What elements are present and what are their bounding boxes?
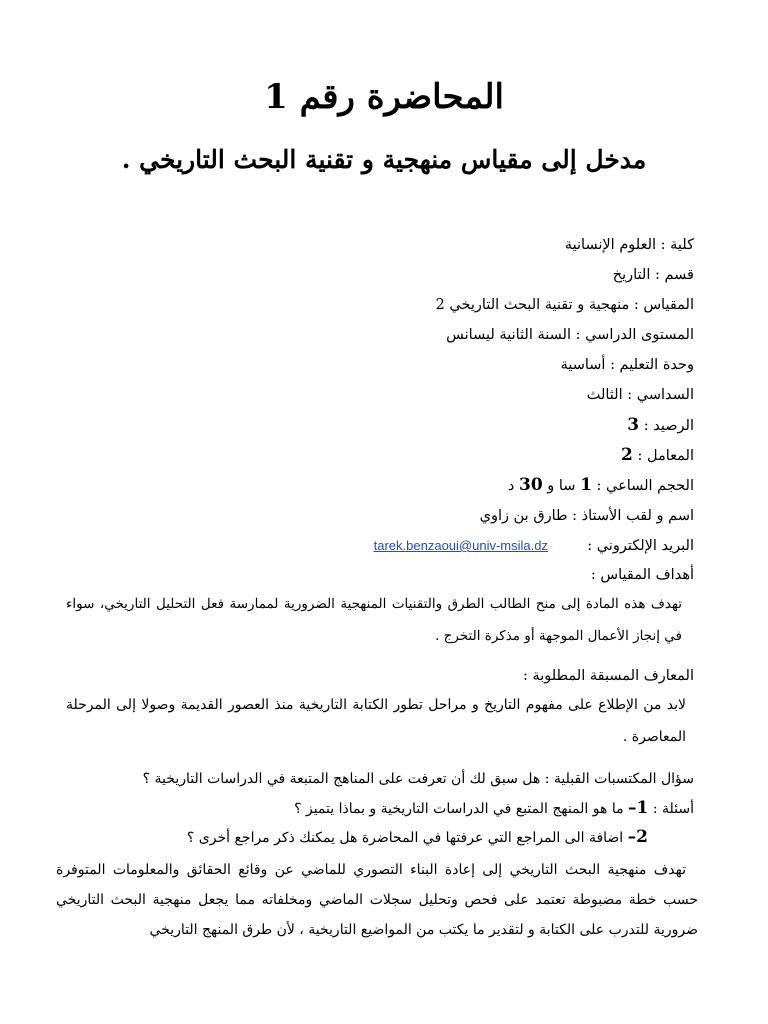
email-label: البريد الإلكتروني :: [587, 538, 694, 554]
unit-line: وحدة التعليم : أساسية: [560, 357, 694, 373]
prior-knowledge-question: سؤال المكتسبات القبلية : هل سبق لك أن تعرفت على المناهج المتبعة في الدراسات التاريخية ؟: [142, 771, 694, 787]
hours-mid: سا و: [542, 478, 581, 494]
module-line: المقياس : منهجية و تقنية البحث التاريخي 2: [435, 297, 694, 313]
credit-value: 3: [627, 415, 640, 435]
email-line: [374, 535, 694, 557]
lecture-subtitle: مدخل إلى مقياس منهجية و تقنية البحث التاريخي .: [121, 145, 647, 174]
questions-prefix: أسئلة :: [648, 801, 694, 817]
lecture-title: المحاضرة رقم 1: [264, 77, 504, 117]
hours-value-1: 1: [580, 475, 592, 495]
teacher-line: اسم و لقب الأستاذ : طارق بن زاوي: [479, 508, 694, 524]
prerequisites-text: لابد من الإطلاع على مفهوم التاريخ و مراحل تطور الكتابة التاريخية منذ العصور القديمة وصولا إلى المرحلة المعاصرة .: [66, 697, 686, 745]
hours-value-2: 30: [519, 475, 543, 495]
objectives-text: تهدف هذه المادة إلى منح الطالب الطرق والتقنيات المنهجية الضرورية لممارسة فعل التحليل التاريخي، سواء في إنجاز الأعمال الموجهة أو مذكرة التخرج .: [66, 596, 682, 644]
question-2-number: 2–: [627, 827, 648, 847]
coefficient-value: 2: [621, 445, 633, 465]
question-2-text: اضافة الى المراجع التي عرفتها في المحاضرة هل يمكنك ذكر مراجع أخرى ؟: [186, 830, 628, 846]
question-1-number: 1–: [628, 798, 649, 818]
question-1-text: ما هو المنهج المتبع في الدراسات التاريخية و بماذا يتميز ؟: [294, 801, 629, 817]
coefficient-label: المعامل :: [632, 448, 694, 464]
coefficient-line: [621, 444, 694, 467]
credit-line: [627, 414, 694, 437]
faculty-line: كلية : العلوم الإنسانية: [564, 237, 694, 253]
credit-label: الرصيد :: [639, 418, 694, 434]
department-line: قسم : التاريخ: [612, 267, 694, 283]
objectives-heading: أهداف المقياس :: [590, 567, 694, 583]
intro-paragraph: تهدف منهجية البحث التاريخي إلى إعادة البناء التصوري للماضي عن وقائع الحقائق والمعلومات المتوفرة حسب خطة مضبوطة تعتمد على فحص وتحليل سجلات الماضي ومخلفاته مما يجعل منهجية البحث التاريخي ضرورية للتدرب على الكتابة و لتقدير ما يكتب من المواضيع التاريخية ، لأن طرق المنهج التاريخي: [56, 862, 698, 938]
semester-line: السداسي : الثالث: [586, 387, 694, 403]
hours-end: د: [507, 478, 519, 494]
question-1: [294, 797, 694, 820]
hours-label: الحجم الساعي :: [591, 478, 694, 494]
hours-line: [508, 474, 694, 497]
email-link[interactable]: tarek.benzaoui@univ-msila.dz: [373, 538, 548, 553]
prerequisites-heading: المعارف المسبقة المطلوبة :: [522, 668, 694, 684]
level-line: المستوى الدراسي : السنة الثانية ليسانس: [446, 327, 694, 343]
question-2: [187, 826, 648, 849]
